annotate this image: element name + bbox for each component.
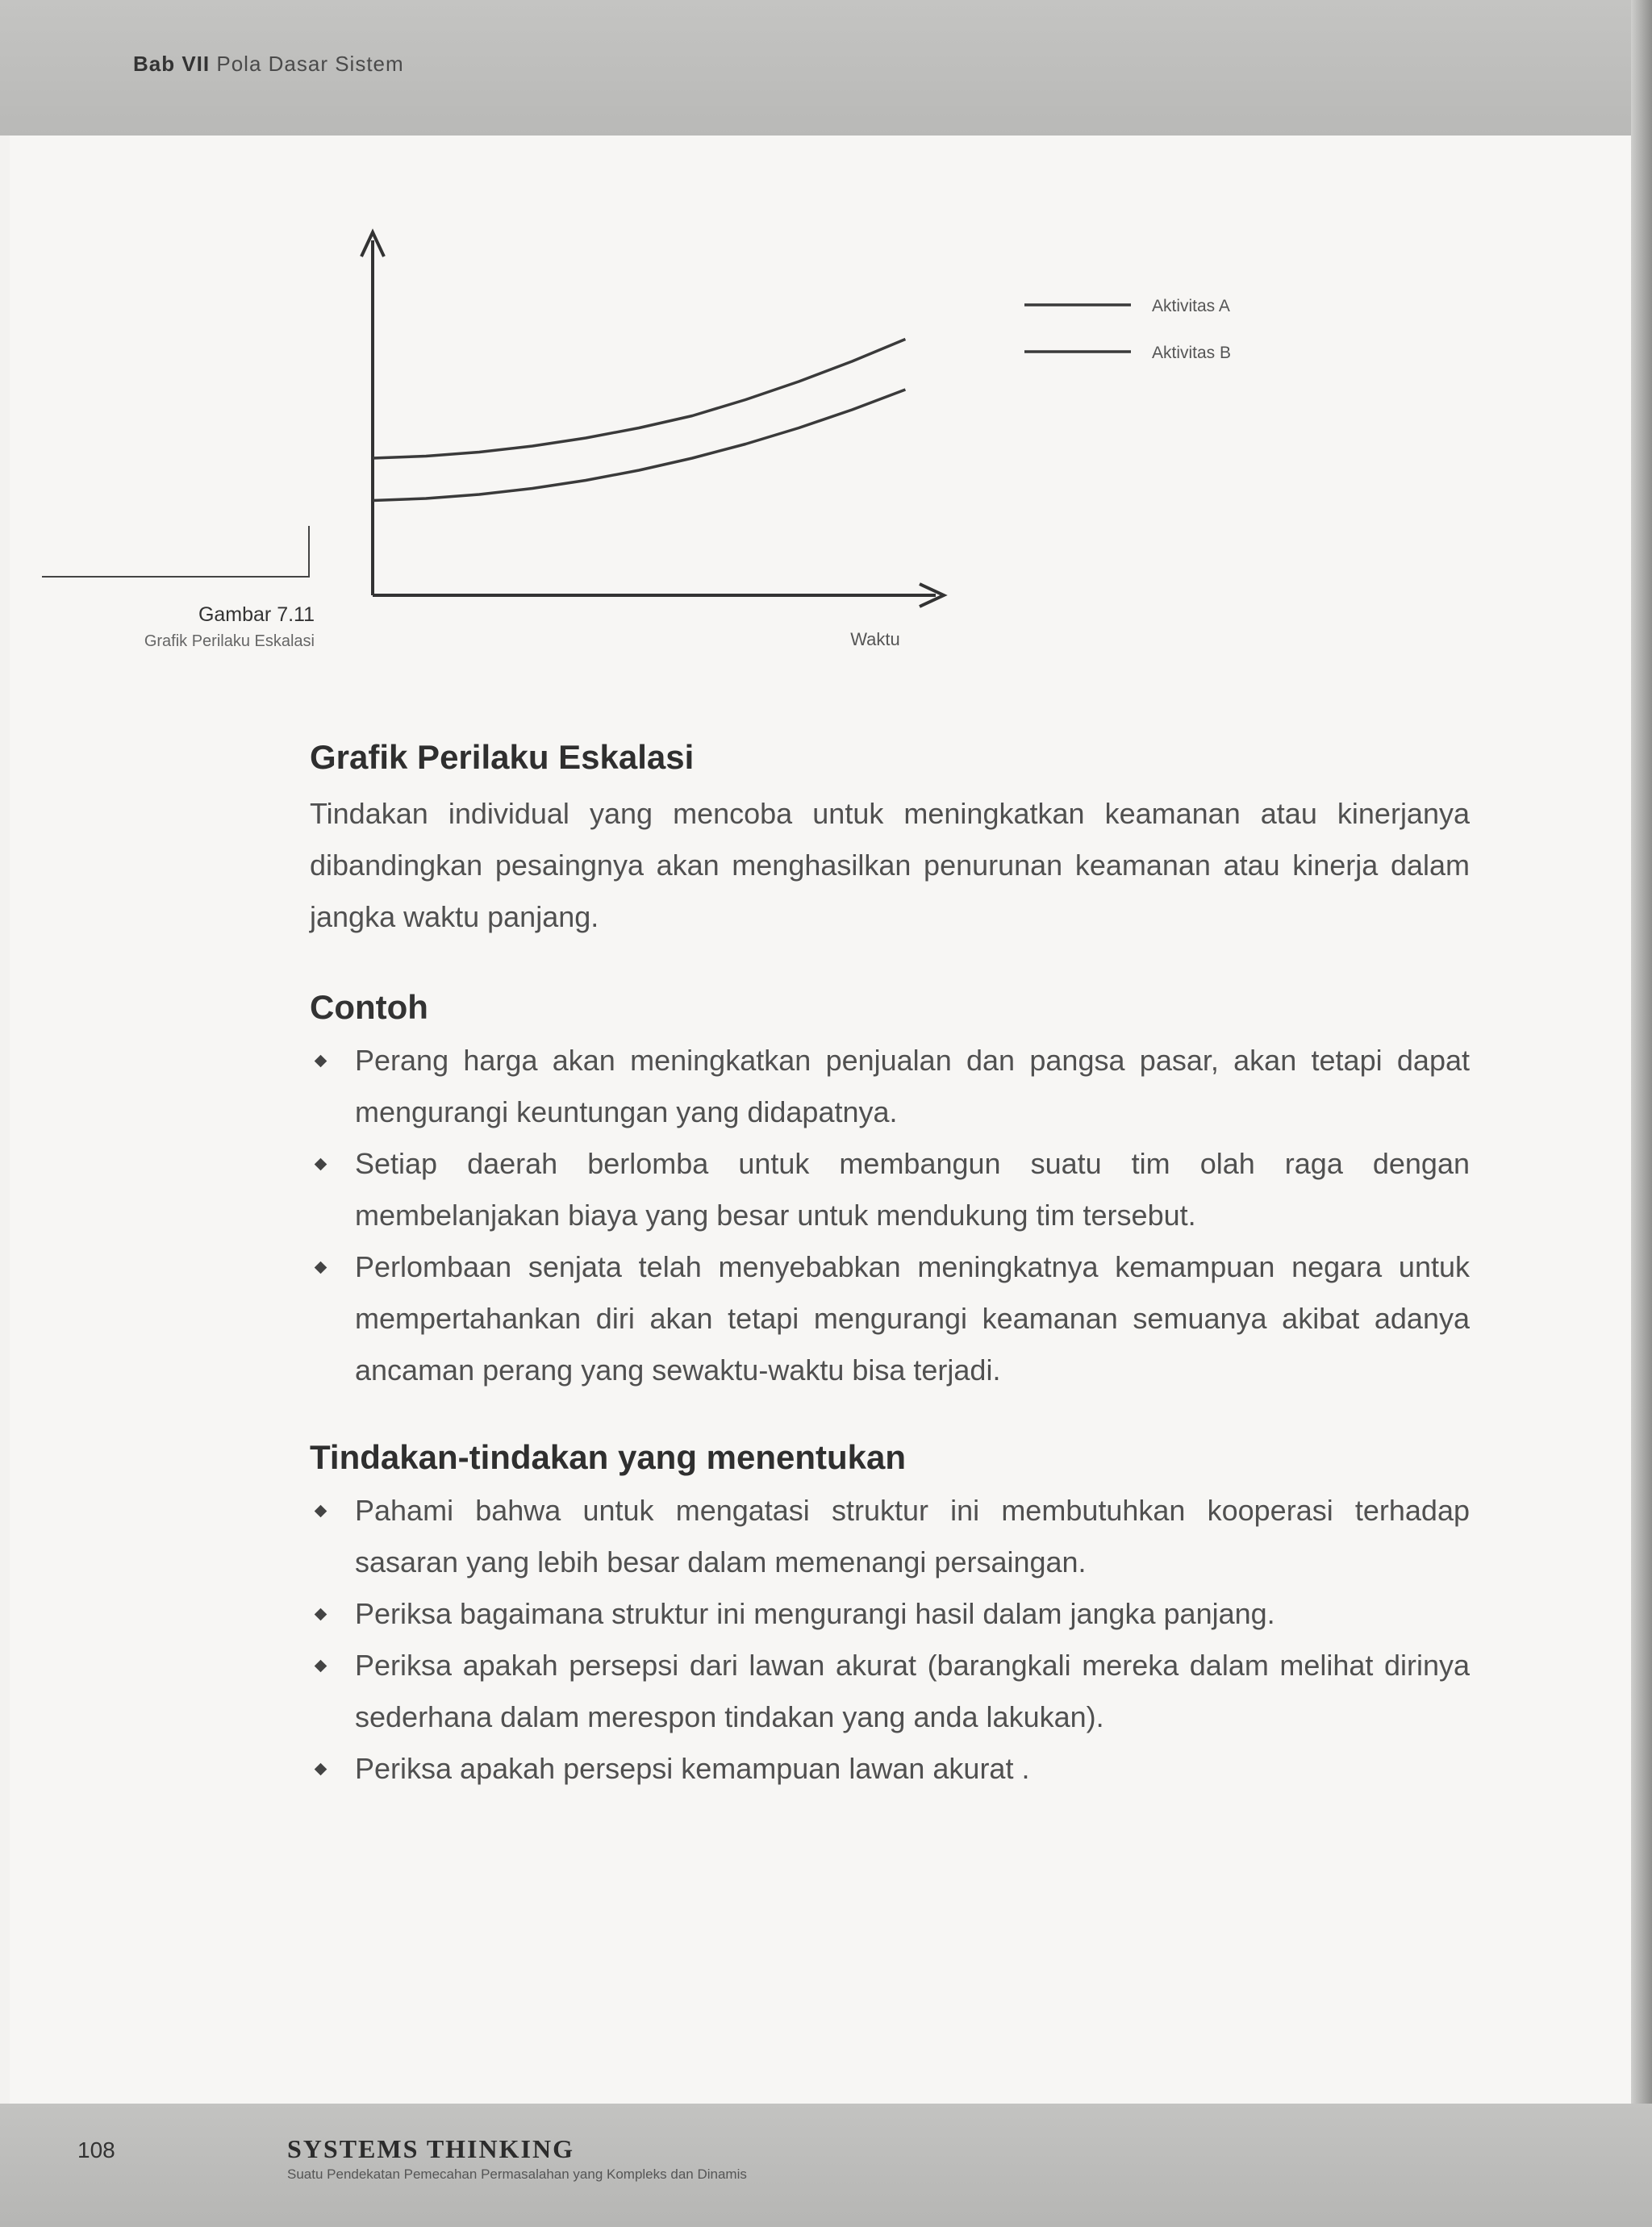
list-item [310,1035,1470,1138]
bullet-icon [315,1505,327,1518]
chapter-title: Pola Dasar Sistem [216,52,404,76]
chart-series [373,340,905,501]
section-heading-actions: Tindakan-tindakan yang menentukan [310,1438,907,1476]
bullet-icon [315,1608,327,1621]
list-item [310,1241,1470,1396]
page-footer [0,2104,1652,2227]
chart-axes [361,232,944,649]
examples-list [310,1035,1470,1396]
caption-rule [42,576,310,578]
list-item-text: Setiap daerah berlomba untuk membangun suatu tim olah raga dengan membelanjakan biaya yang besar untuk mendukung tim tersebut. [355,1147,1470,1232]
book-title: SYSTEMS THINKING [287,2134,574,2163]
legend-label: Aktivitas A [1152,297,1230,315]
series-line-a [373,340,905,459]
bullet-icon [315,1763,327,1776]
x-axis-label: Waktu [850,629,900,649]
list-item [310,1138,1470,1241]
list-item-text: Periksa apakah persepsi kemampuan lawan akurat . [355,1752,1030,1785]
bullet-icon [315,1158,327,1171]
series-line-b [373,390,905,501]
section-heading-escalation: Grafik Perilaku Eskalasi [310,738,695,776]
actions-list [310,1485,1470,1795]
section-heading-examples: Contoh [310,988,428,1026]
list-item [310,1640,1470,1743]
figure-number: Gambar 7.11 [198,603,315,626]
legend-label: Aktivitas B [1152,344,1232,362]
escalation-chart [0,0,1652,694]
bullet-icon [315,1055,327,1068]
book-subtitle: Suatu Pendekatan Pemecahan Permasalahan yang Kompleks dan Dinamis [287,2167,747,2182]
chapter-label: Bab VII [133,52,211,76]
bullet-icon [315,1660,327,1673]
list-item-text: Perlombaan senjata telah menyebabkan meningkatnya kemampuan negara untuk mempertahankan diri akan tetapi mengurangi keamanan semuanya akibat adanya ancaman perang yang sewaktu-waktu bisa terjadi. [355,1250,1470,1387]
list-item [310,1743,1470,1795]
chart-legend [1024,297,1231,362]
figure-caption: Grafik Perilaku Eskalasi [144,632,315,650]
list-item [310,1485,1470,1588]
list-item-text: Perang harga akan meningkatkan penjualan dan pangsa pasar, akan tetapi dapat mengurangi keuntungan yang didapatnya. [355,1044,1470,1128]
caption-tick [308,526,310,578]
page-content [310,738,1470,1795]
list-item-text: Periksa apakah persepsi dari lawan akurat (barangkali mereka dalam melihat dirinya sederhana dalam merespon tindakan yang anda lakukan). [355,1649,1470,1733]
list-item-text: Pahami bahwa untuk mengatasi struktur ini membutuhkan kooperasi terhadap sasaran yang lebih besar dalam memenangi persaingan. [355,1494,1470,1579]
page-number: 108 [77,2137,115,2162]
list-item-text: Periksa bagaimana struktur ini mengurangi hasil dalam jangka panjang. [355,1597,1275,1630]
section-paragraph: Tindakan individual yang mencoba untuk meningkatkan keamanan atau kinerjanya dibandingkan pesaingnya akan menghasilkan penurunan keamanan atau kinerja dalam jangka waktu panjang. [310,797,1470,933]
list-item [310,1588,1470,1640]
bullet-icon [315,1262,327,1274]
